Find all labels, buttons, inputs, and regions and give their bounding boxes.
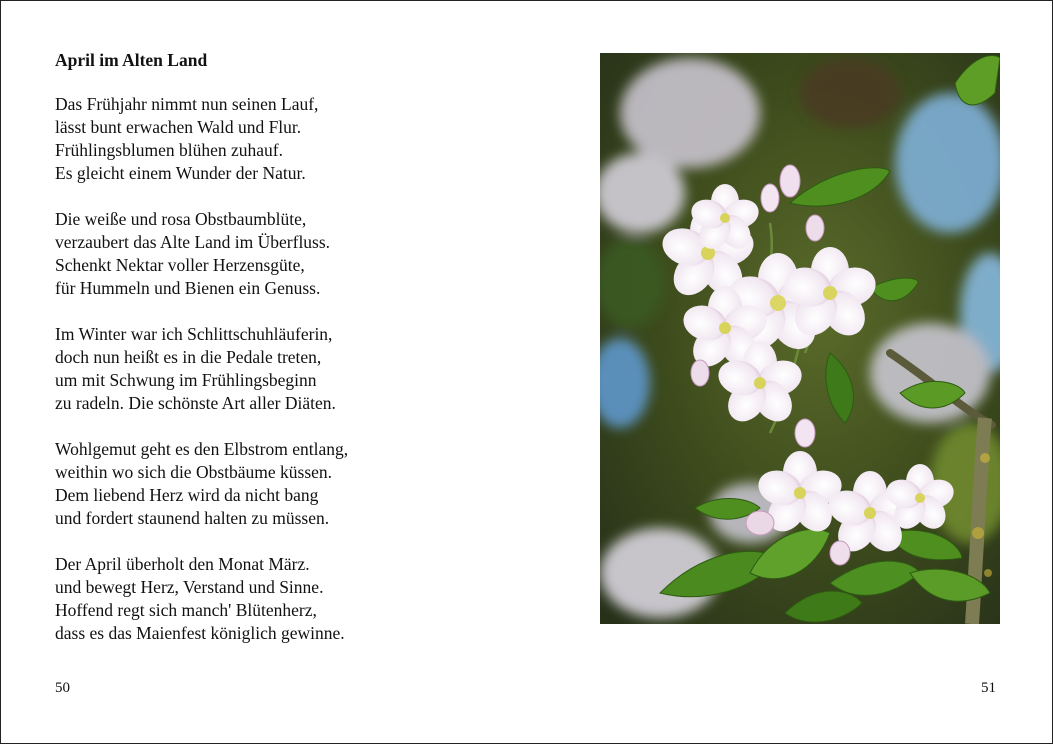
- poem-line: um mit Schwung im Frühlingsbeginn: [55, 370, 317, 390]
- poem-line: Die weiße und rosa Obstbaumblüte,: [55, 209, 307, 229]
- poem-line: Der April überholt den Monat März.: [55, 554, 310, 574]
- apple-blossom-photo: [600, 53, 1000, 624]
- poem-line: für Hummeln und Bienen ein Genuss.: [55, 278, 321, 298]
- poem-line: zu radeln. Die schönste Art aller Diäten.: [55, 393, 336, 413]
- apple-blossom-illustration: [600, 53, 1000, 624]
- poem-line: Das Frühjahr nimmt nun seinen Lauf,: [55, 94, 319, 114]
- poem-line: Schenkt Nektar voller Herzensgüte,: [55, 255, 305, 275]
- poem-line: doch nun heißt es in die Pedale treten,: [55, 347, 322, 367]
- page-number-left: 50: [55, 680, 70, 696]
- stanza: [55, 208, 535, 300]
- poem-line: Dem liebend Herz wird da nicht bang: [55, 485, 319, 505]
- poem-line: weithin wo sich die Obstbäume küssen.: [55, 462, 333, 482]
- stanza: [55, 323, 535, 415]
- poem-line: und bewegt Herz, Verstand und Sinne.: [55, 577, 324, 597]
- poem-line: Hoffend regt sich manch' Blütenherz,: [55, 600, 317, 620]
- poem-line: dass es das Maienfest königlich gewinne.: [55, 623, 345, 643]
- poem-line: Wohlgemut geht es den Elbstrom entlang,: [55, 439, 349, 459]
- poem-line: Im Winter war ich Schlittschuhläuferin,: [55, 324, 333, 344]
- stanza: [55, 93, 535, 185]
- poem-line: Frühlingsblumen blühen zuhauf.: [55, 140, 283, 160]
- poem-line: und fordert staunend halten zu müssen.: [55, 508, 330, 528]
- poem-title: April im Alten Land: [55, 50, 208, 70]
- stanza: [55, 438, 535, 530]
- poem-body: [55, 93, 535, 668]
- poem-line: lässt bunt erwachen Wald und Flur.: [55, 117, 302, 137]
- stanza: [55, 553, 535, 645]
- page-number-right: 51: [981, 680, 996, 696]
- poem-line: Es gleicht einem Wunder der Natur.: [55, 163, 306, 183]
- poem-line: verzaubert das Alte Land im Überfluss.: [55, 232, 331, 252]
